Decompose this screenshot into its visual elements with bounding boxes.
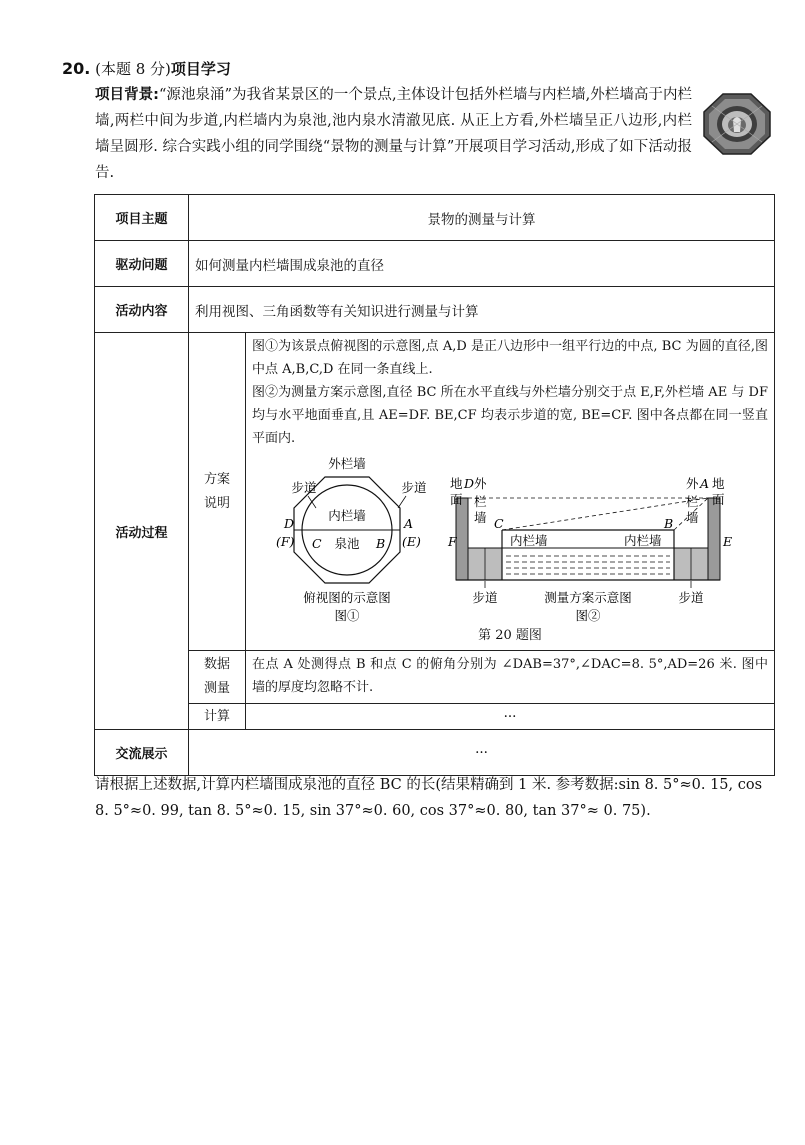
fig1-pool-label: 泉池 — [334, 536, 360, 551]
row-label: 活动内容 — [95, 287, 189, 333]
fig2-point-D: D — [464, 476, 475, 491]
table-row — [95, 241, 775, 287]
plan-label-line: 方案 — [203, 471, 230, 487]
fig2-walkway-right: 步道 — [678, 590, 704, 605]
exchange-value: ··· — [189, 730, 775, 776]
fig2-outer-left-1: 外 — [474, 476, 487, 491]
fig2-point-F: F — [448, 534, 457, 549]
table-row — [95, 704, 775, 730]
fig2-ground-left-1: 地 — [450, 476, 463, 491]
figure-title: 第 20 题图 — [478, 628, 542, 643]
fig1-outer-wall-label: 外栏墙 — [328, 456, 366, 471]
fig1-inner-wall-label: 内栏墙 — [328, 508, 366, 523]
calc-label: 计算 — [189, 704, 246, 730]
question-title: 项目学习 — [170, 60, 231, 78]
table-row — [95, 730, 775, 776]
plan-description — [246, 333, 775, 651]
figures-svg — [252, 450, 772, 626]
background-text: “源池泉涌”为我省某景区的一个景点,主体设计包括外栏墙与内栏墙,外栏墙高于内栏墙,两栏中间为步道,内栏墙内为泉池,池内泉水清澈见底. 从正上方看,外栏墙呈正八边形,内栏墙呈圆形. 综合实践小组的同学围绕“景物的测量与计算”开展项目学习活动,形成了如下活动报告. — [95, 87, 692, 181]
fig1-point-E: (E) — [402, 534, 421, 549]
table-row — [95, 333, 775, 651]
process-label: 活动过程 — [95, 333, 189, 730]
scenic-photo — [702, 92, 772, 156]
fig2-point-B: B — [664, 516, 674, 531]
fig2-point-A: A — [700, 476, 710, 491]
activity-report-table — [94, 194, 775, 776]
fig1-point-D: D — [284, 516, 295, 531]
left-outer-wall — [456, 498, 468, 580]
row-label: 驱动问题 — [95, 241, 189, 287]
exchange-label: 交流展示 — [95, 730, 189, 776]
table-row — [95, 287, 775, 333]
figure-1 — [276, 456, 427, 623]
fig2-outer-right-2: 栏 — [686, 494, 699, 509]
fig2-caption: 测量方案示意图 — [544, 590, 632, 605]
row-value: 如何测量内栏墙围成泉池的直径 — [189, 241, 775, 287]
row-label: 项目主题 — [95, 195, 189, 241]
fig2-outer-right-1: 外 — [686, 476, 699, 491]
figures — [252, 450, 768, 626]
table-row — [95, 651, 775, 704]
table-row — [95, 195, 775, 241]
data-label — [189, 651, 246, 704]
fig2-point-C: C — [494, 516, 504, 531]
question-header — [62, 58, 231, 80]
plan-text-1: 图①为该景点俯视图的示意图,点 A,D 是正八边形中一组平行边的中点, BC 为圆的直径,图中点 A,B,C,D 在同一条直线上. — [252, 339, 768, 377]
plan-text-2: 图②为测量方案示意图,直径 BC 所在水平直线与外栏墙分别交于点 E,F,外栏墙 AE 与 DF 均与水平地面垂直,且 AE=DF. BE,CF 均表示步道的宽, BE=CF. 图中各点都在同一竖直平面内. — [252, 385, 768, 446]
fig1-point-A: A — [404, 516, 414, 531]
score-note: (本题 8 分) — [95, 60, 171, 78]
figure-2 — [447, 476, 732, 623]
fig2-ground-right-2: 面 — [712, 492, 725, 507]
fig1-caption: 俯视图的示意图 — [303, 590, 391, 605]
fig1-point-C: C — [312, 536, 322, 551]
fig2-inner-wall-right: 内栏墙 — [624, 533, 662, 548]
fig2-outer-left-2: 栏 — [474, 494, 487, 509]
right-outer-wall — [708, 498, 720, 580]
fig2-outer-left-3: 墙 — [474, 510, 487, 525]
question-number: 20. — [62, 59, 91, 78]
fig2-ground-right-1: 地 — [712, 476, 725, 491]
data-measurement: 在点 A 处测得点 B 和点 C 的俯角分别为 ∠DAB=37°,∠DAC=8. 5°,AD=26 米. 图中墙的厚度均忽略不计. — [246, 651, 775, 704]
fig1-walkway-left: 步道 — [291, 480, 317, 495]
fig2-walkway-left: 步道 — [472, 590, 498, 605]
fig1-point-B: B — [376, 536, 386, 551]
data-label-line: 数据 — [203, 657, 230, 672]
fig1-number: 图① — [334, 608, 360, 623]
fig1-walkway-right: 步道 — [401, 480, 427, 495]
row-value: 利用视图、三角函数等有关知识进行测量与计算 — [189, 287, 775, 333]
question-text: 请根据上述数据,计算内栏墙围成泉池的直径 BC 的长(结果精确到 1 米. 参考数据:sin 8. 5°≈0. 15, cos 8. 5°≈0. 99, tan 8. 5°≈0. 15, sin 37°≈0. 60, cos 37°≈0. 80, tan 37°≈ 0. 75). — [95, 777, 763, 819]
fig2-point-E: E — [723, 534, 733, 549]
background-paragraph — [95, 82, 692, 186]
fig2-inner-wall-left: 内栏墙 — [510, 533, 548, 548]
row-value: 景物的测量与计算 — [189, 195, 775, 241]
fig2-ground-left-2: 面 — [450, 492, 463, 507]
calc-value: ··· — [246, 704, 775, 730]
fig1-point-F: (F) — [276, 534, 295, 549]
fig2-number: 图② — [575, 608, 601, 623]
plan-label — [189, 333, 246, 651]
background-label: 项目背景: — [95, 87, 159, 103]
fig2-outer-right-3: 墙 — [686, 510, 699, 525]
data-label-line: 测量 — [203, 681, 230, 696]
plan-label-line: 说明 — [203, 495, 230, 511]
